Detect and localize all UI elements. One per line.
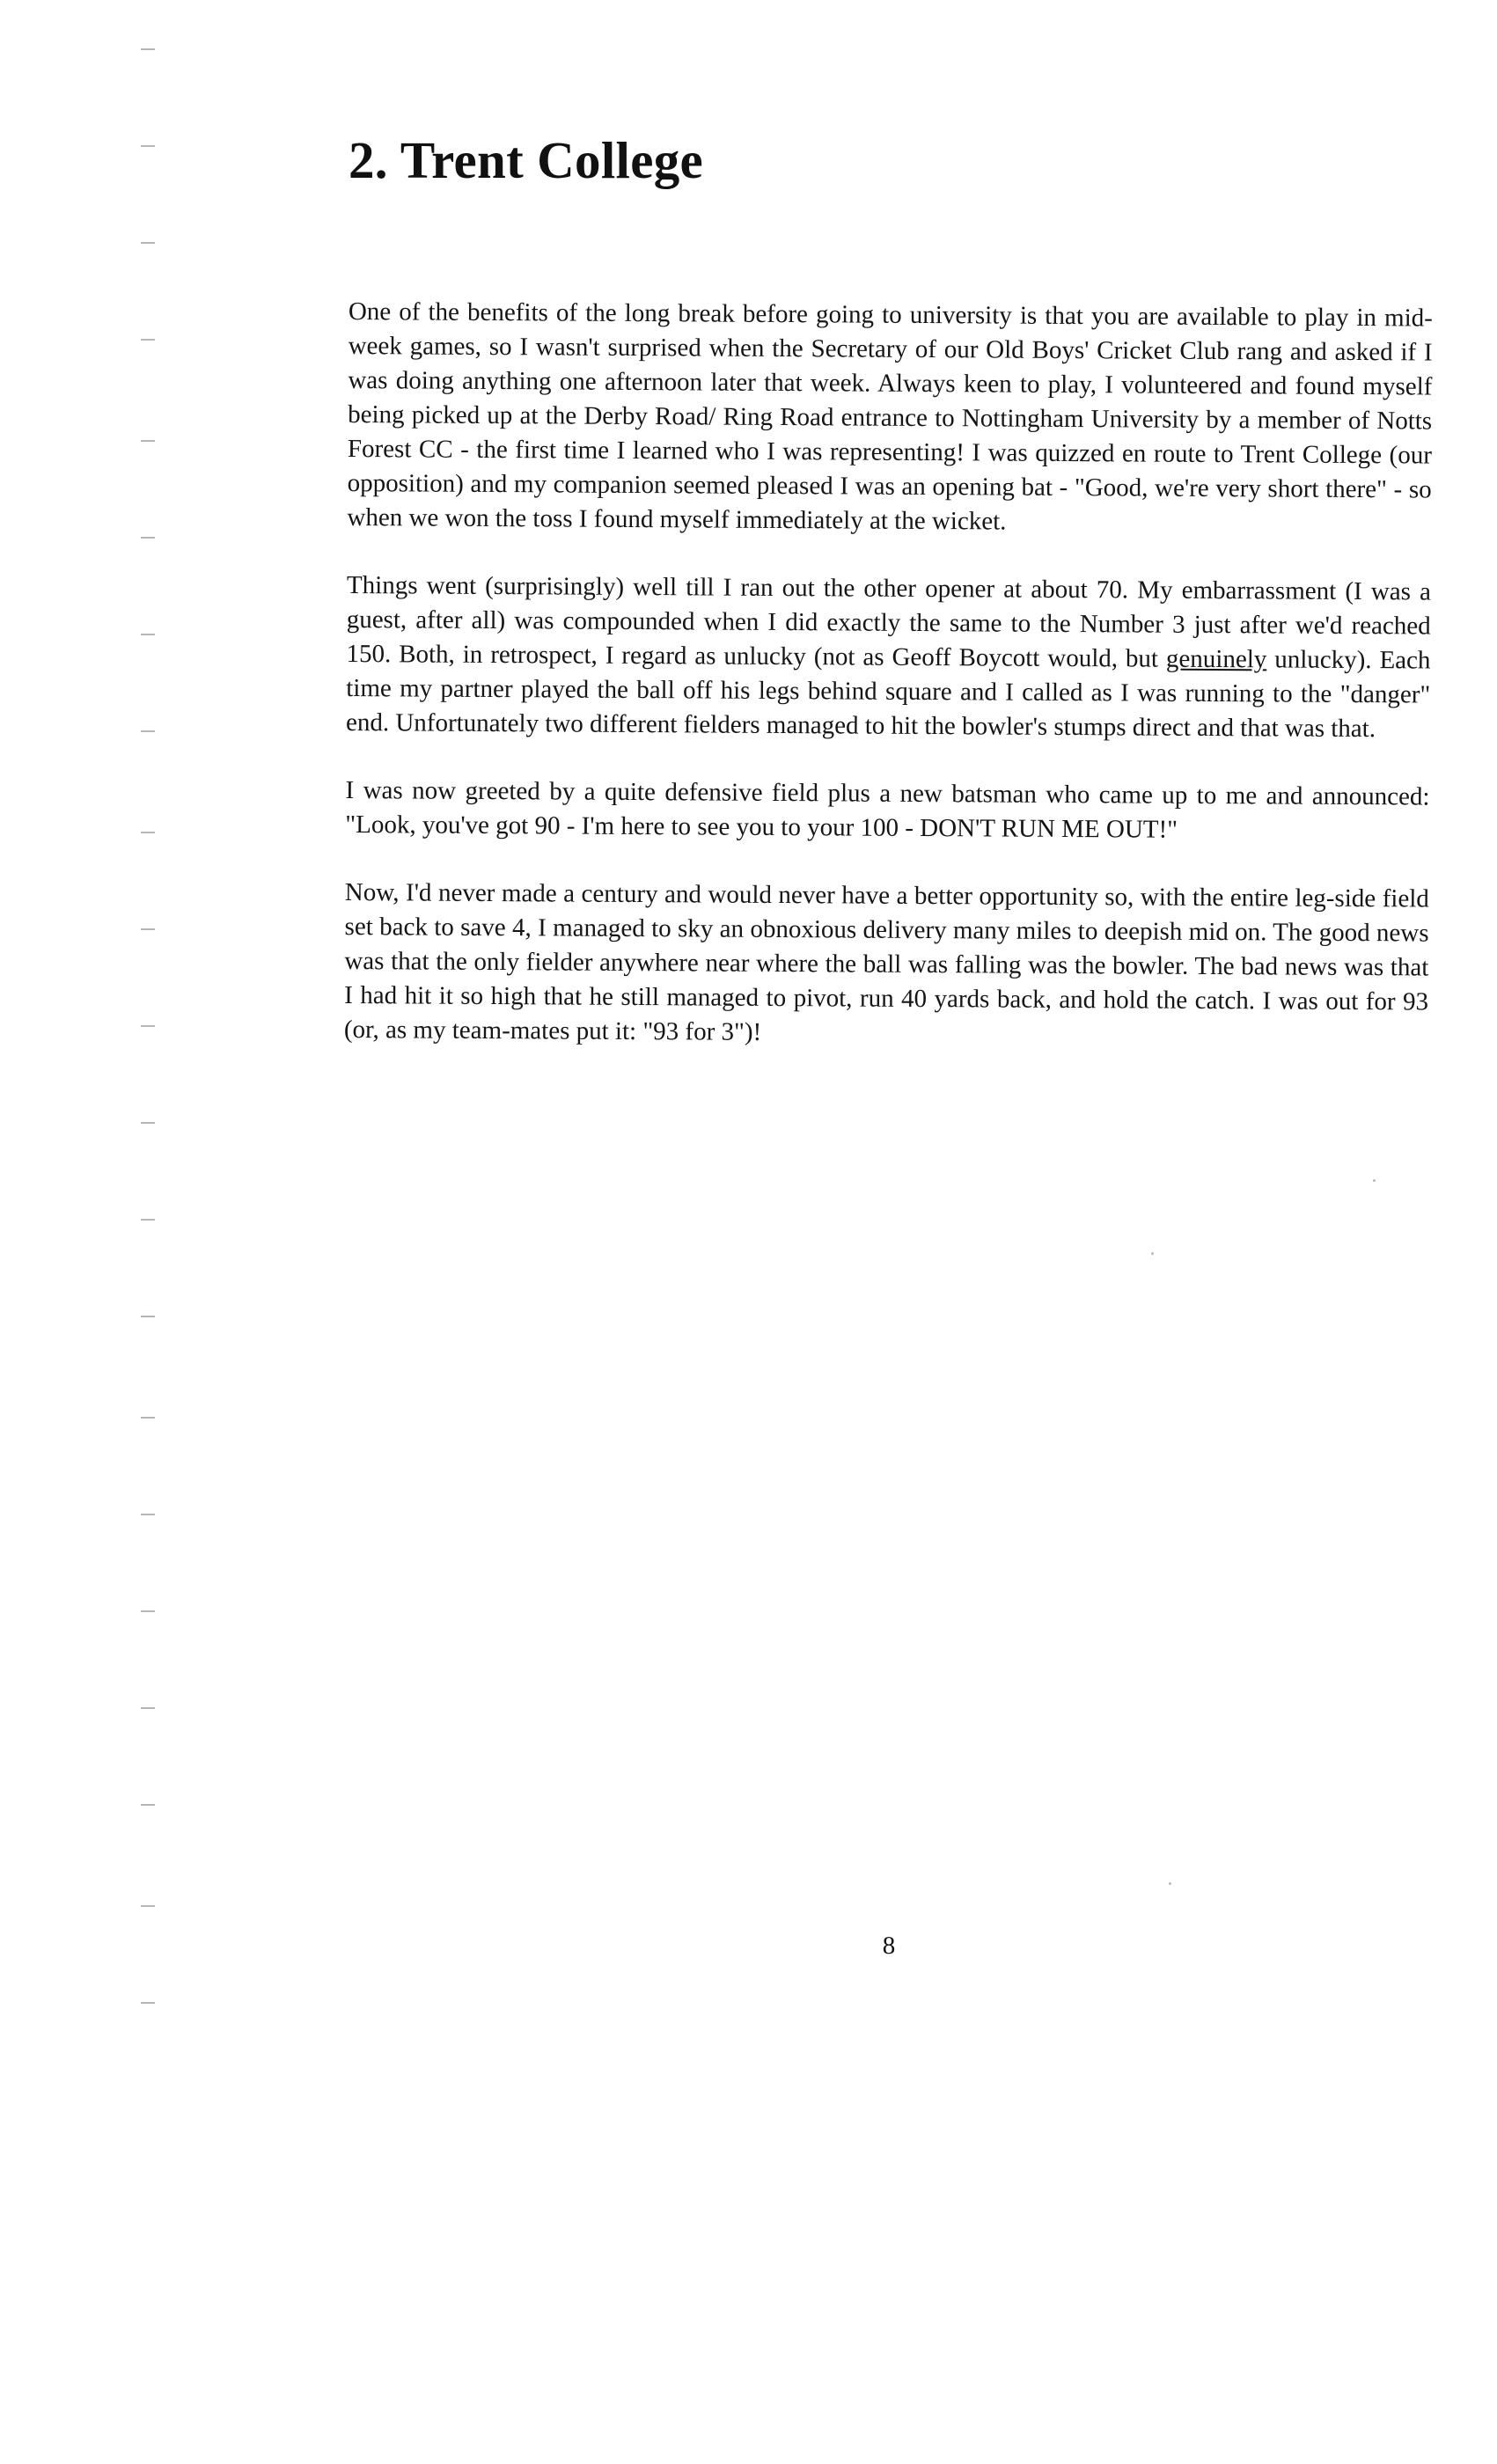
underlined-word: genuinely: [1165, 644, 1267, 674]
scan-speck: [1169, 1882, 1171, 1885]
chapter-title: 2. Trent College: [349, 131, 703, 189]
scan-mark: [141, 537, 155, 539]
scan-mark: [141, 1219, 155, 1221]
paragraph-2: [346, 568, 1431, 747]
scan-mark: [141, 48, 155, 50]
scan-mark: [141, 1514, 155, 1515]
scan-mark: [141, 440, 155, 442]
paragraph-1: One of the benefits of the long break before going to university is that you are available to play in mid-week games, so I wasn't surprised when the Secretary of our Old Boys' Cricket Club rang and asked if I was doing anything one afternoon later that week. Always keen to play, I volunteered and found myself being picked up at the Derby Road/ Ring Road entrance to Nottingham University by a member of Notts Forest CC - the first time I learned who I was representing! I was quizzed en route to Trent College (our opposition) and my companion seemed pleased I was an opening bat - "Good, we're very short there" - so when we won the toss I found myself immediately at the wicket.: [347, 297, 1433, 536]
page-number: 8: [882, 1932, 896, 1960]
scan-mark: [141, 1804, 155, 1806]
scan-mark: [141, 1316, 155, 1317]
scan-mark: [141, 634, 155, 635]
scan-mark: [141, 832, 155, 833]
scan-mark: [141, 1122, 155, 1124]
scan-mark: [141, 145, 155, 147]
paragraph-2-text-before: Things went (surprisingly) well till I ran out the other opener at about 70. My embarrassment (I was a guest, after all) was compounded when I did exactly the same to the Number 3 just after we'd reached 150. Both, in retrospect, I regard as unlucky (not as Geoff Boycott would, but: [346, 570, 1432, 673]
scan-speck: [1151, 1252, 1154, 1255]
scan-mark: [141, 2002, 155, 2004]
scan-mark: [141, 1707, 155, 1709]
scan-mark: [141, 1610, 155, 1612]
scan-mark: [141, 928, 155, 930]
paragraph-2-text-after: unlucky). Each time my partner played the ball off his legs behind square and I called as I was running to the "danger" end. Unfortunately two different fielders managed to hit the bowler's stumps direct and that was that.: [345, 645, 1431, 744]
scan-mark: [141, 1025, 155, 1027]
scan-mark: [141, 339, 155, 341]
chapter-body: [344, 295, 1433, 1088]
scan-mark: [141, 730, 155, 732]
paragraph-3: I was now greeted by a quite defensive field plus a new batsman who came up to me and announced: "Look, you've got 90 - I'm here to see you to your 100 - DON'T RUN ME OUT!": [345, 775, 1430, 844]
scan-mark: [141, 1417, 155, 1419]
scan-mark: [141, 1905, 155, 1907]
paragraph-4: Now, I'd never made a century and would never have a better opportunity so, with the entire leg-side field set back to save 4, I managed to sky an obnoxious delivery many miles to deepish mid on. The good news was that the only fielder anywhere near where the ball was falling was the bowler. The bad news was that I had hit it so high that he still managed to pivot, run 40 yards back, and hold the catch. I was out for 93 (or, as my team-mates put it: "93 for 3")!: [343, 877, 1429, 1046]
scan-mark: [141, 242, 155, 244]
scan-speck: [1373, 1179, 1376, 1182]
left-margin-scan-marks: [132, 0, 167, 2464]
